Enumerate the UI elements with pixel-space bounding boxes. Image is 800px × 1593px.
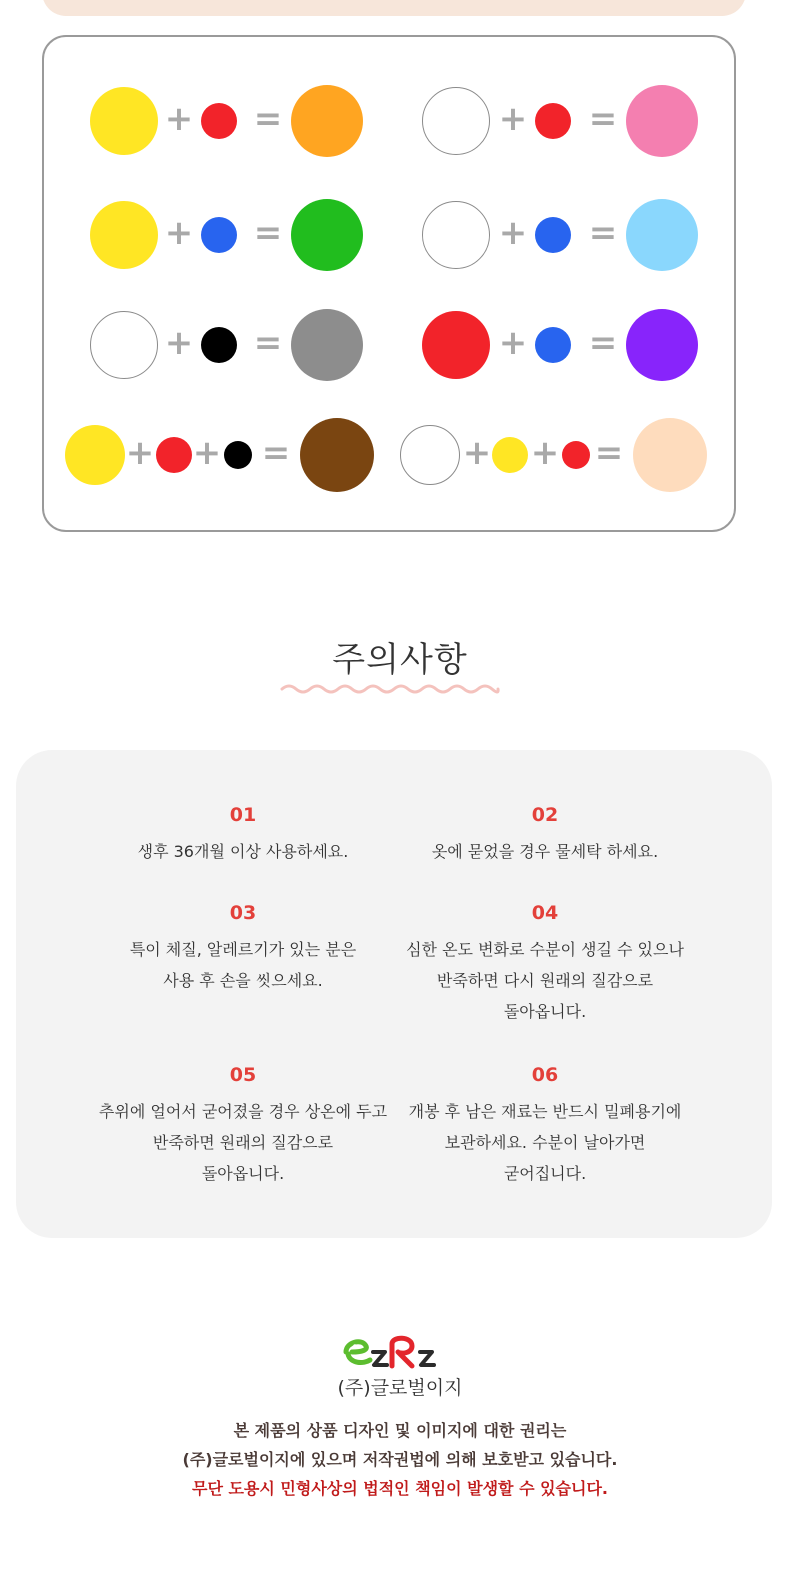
wave-underline-decoration xyxy=(280,682,500,696)
orange-result-dot xyxy=(291,85,363,157)
notice-number: 06 xyxy=(531,1064,559,1086)
equals-sign: = xyxy=(594,433,624,473)
red-paint-dot xyxy=(535,103,571,139)
blue-paint-dot xyxy=(201,217,237,253)
company-name: (주)글로벌이지 xyxy=(337,1377,463,1399)
equals-sign: = xyxy=(588,323,618,363)
blue-paint-dot xyxy=(535,217,571,253)
notice-text: 옷에 묻었을 경우 물세탁 하세요. xyxy=(431,842,659,861)
equals-sign: = xyxy=(253,323,283,363)
equals-sign: = xyxy=(261,433,291,473)
notice-number: 03 xyxy=(229,902,257,924)
equals-sign: = xyxy=(253,213,283,253)
plus-sign: + xyxy=(164,213,194,253)
peach-result-dot xyxy=(633,418,707,492)
notice-number: 05 xyxy=(229,1064,257,1086)
yellow-paint-dot xyxy=(65,425,125,485)
plus-sign: + xyxy=(125,433,155,473)
legal-warning-line: 무단 도용시 민형사상의 법적인 책임이 발생할 수 있습니다. xyxy=(191,1479,608,1498)
plus-sign: + xyxy=(530,433,560,473)
yellow-paint-dot xyxy=(90,201,158,269)
plus-sign: + xyxy=(192,433,222,473)
ezrz-logo xyxy=(340,1330,450,1370)
yellow-paint-dot xyxy=(492,437,528,473)
blue-paint-dot xyxy=(535,327,571,363)
brown-result-dot xyxy=(300,418,374,492)
red-paint-dot xyxy=(422,311,490,379)
notice-title: 주의사항 xyxy=(332,640,468,680)
equals-sign: = xyxy=(253,99,283,139)
white-paint-dot xyxy=(422,201,490,269)
plus-sign: + xyxy=(498,99,528,139)
purple-result-dot xyxy=(626,309,698,381)
sky-result-dot xyxy=(626,199,698,271)
gray-result-dot xyxy=(291,309,363,381)
plus-sign: + xyxy=(164,99,194,139)
notice-text: 생후 36개월 이상 사용하세요. xyxy=(137,842,349,861)
white-paint-dot xyxy=(90,311,158,379)
plus-sign: + xyxy=(498,323,528,363)
notice-number: 01 xyxy=(229,804,257,826)
white-paint-dot xyxy=(422,87,490,155)
plus-sign: + xyxy=(462,433,492,473)
red-paint-dot xyxy=(562,441,590,469)
plus-sign: + xyxy=(164,323,194,363)
legal-notice-line-2: (주)글로벌이지에 있으며 저작권법에 의해 보호받고 있습니다. xyxy=(182,1450,618,1469)
black-paint-dot xyxy=(224,441,252,469)
notice-number: 02 xyxy=(531,804,559,826)
notice-text: 특이 체질, 알레르기가 있는 분은 사용 후 손을 씻으세요. xyxy=(129,940,357,990)
red-paint-dot xyxy=(201,103,237,139)
equals-sign: = xyxy=(588,99,618,139)
yellow-paint-dot xyxy=(90,87,158,155)
legal-notice-line-1: 본 제품의 상품 디자인 및 이미지에 대한 권리는 xyxy=(233,1421,567,1440)
equals-sign: = xyxy=(588,213,618,253)
black-paint-dot xyxy=(201,327,237,363)
notice-item-06 xyxy=(365,1064,725,1189)
notice-item-04 xyxy=(365,902,725,1027)
notice-number: 04 xyxy=(531,902,559,924)
notice-text: 추위에 얼어서 굳어졌을 경우 상온에 두고 반죽하면 원래의 질감으로 돌아옵니다. xyxy=(98,1102,388,1183)
notice-text: 심한 온도 변화로 수분이 생길 수 있으나 반죽하면 다시 원래의 질감으로 돌아옵니다. xyxy=(406,940,684,1021)
notice-item-02 xyxy=(365,804,725,867)
green-result-dot xyxy=(291,199,363,271)
white-paint-dot xyxy=(400,425,460,485)
pink-result-dot xyxy=(626,85,698,157)
red-paint-dot xyxy=(156,437,192,473)
plus-sign: + xyxy=(498,213,528,253)
notice-text: 개봉 후 남은 재료는 반드시 밀폐용기에 보관하세요. 수분이 날아가면 굳어집니다. xyxy=(408,1102,682,1183)
top-band xyxy=(42,0,746,16)
